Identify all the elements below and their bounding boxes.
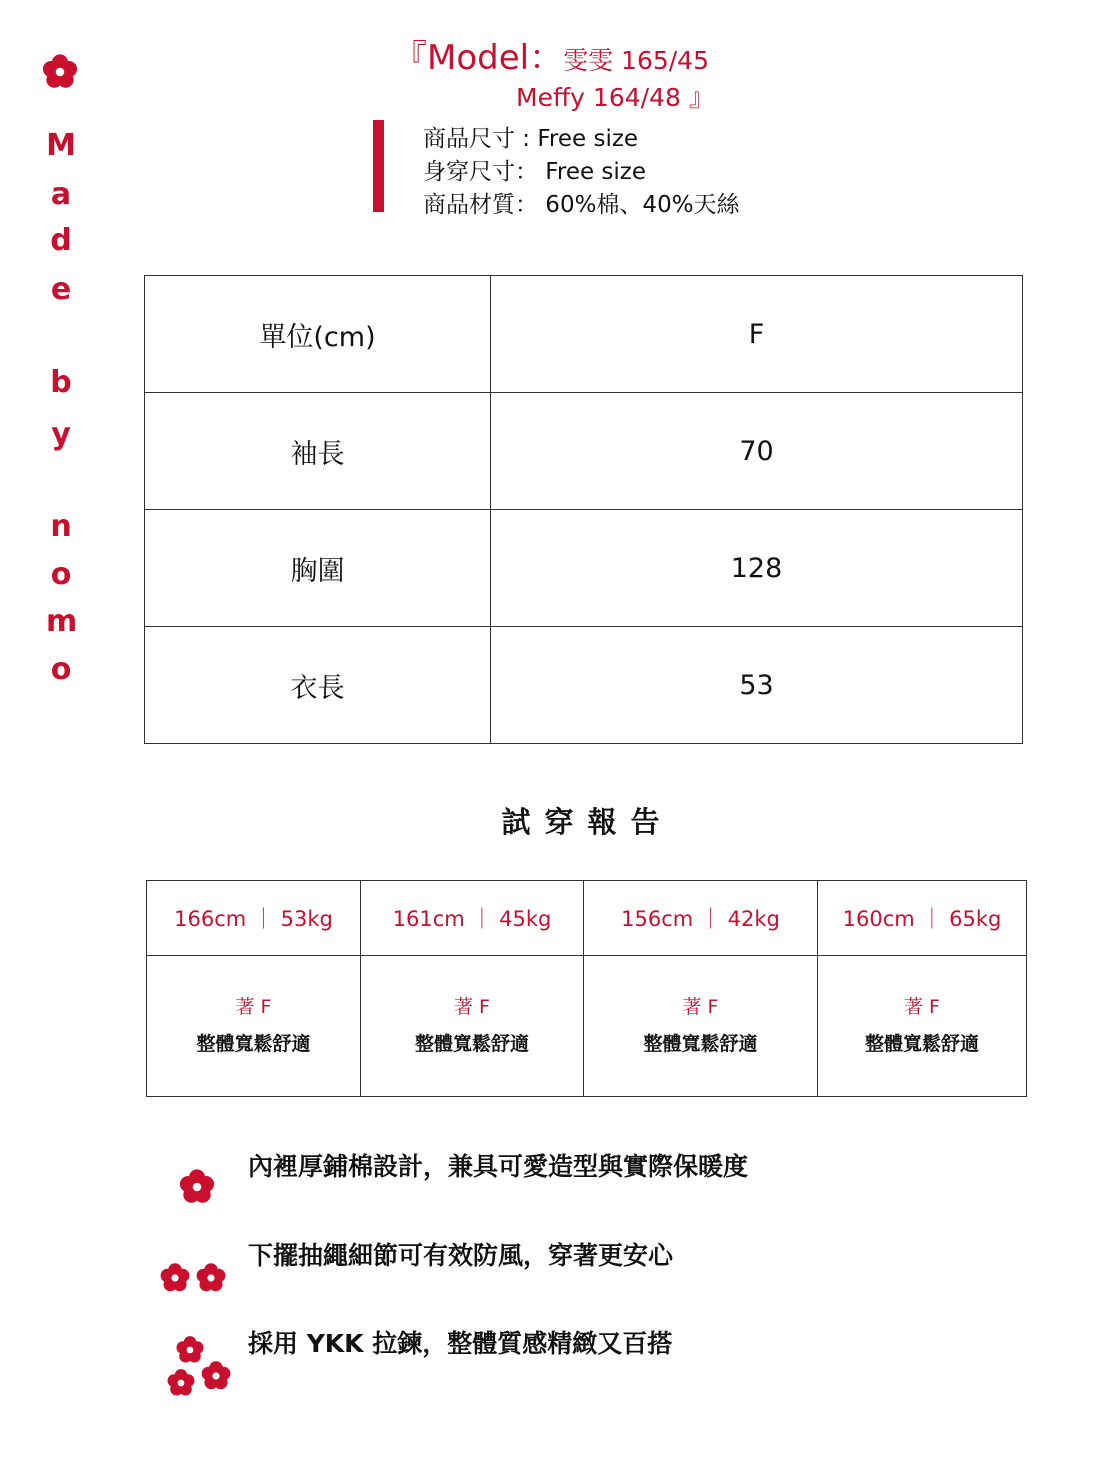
side-letter: d (50, 223, 72, 258)
side-letter: o (50, 557, 72, 592)
side-letter: y (51, 417, 71, 452)
side-letter: n (50, 509, 72, 544)
flower-icon (200, 1360, 232, 1392)
tester-result: 著 F 整體寬鬆舒適 (147, 956, 361, 1097)
spec-worn-size: 身穿尺寸： Free size (423, 159, 647, 185)
side-letter: b (50, 365, 72, 400)
table-row (147, 956, 1027, 1097)
feature-item: 採用 YKK 拉鍊，整體質感精緻又百搭 (248, 1329, 673, 1358)
table-row (145, 510, 1023, 627)
side-letter: m (46, 604, 78, 639)
table-row (145, 276, 1023, 393)
tester-measurements: 156cm ｜ 42kg (584, 881, 818, 956)
flower-icon (166, 1368, 196, 1398)
table-cell: 70 (491, 393, 1023, 510)
flower-icon (178, 1168, 216, 1206)
size-table (144, 275, 1023, 744)
spec-size: 商品尺寸 : Free size (423, 126, 639, 152)
spec-material: 商品材質： 60%棉、40%天絲 (423, 192, 740, 218)
flower-icon (41, 53, 79, 91)
table-cell: F (491, 276, 1023, 393)
table-row (147, 881, 1027, 956)
tester-measurements: 166cm ｜ 53kg (147, 881, 361, 956)
table-cell: 衣長 (145, 627, 491, 744)
table-cell: 53 (491, 627, 1023, 744)
model-line-2: Meffy 164/48 』 (516, 83, 714, 112)
table-cell: 袖長 (145, 393, 491, 510)
tester-measurements: 161cm ｜ 45kg (361, 881, 584, 956)
fit-report-title: 試穿報告 (501, 805, 674, 839)
tester-result: 著 F 整體寬鬆舒適 (584, 956, 818, 1097)
model-line-1: 『Model：雯雯 165/45 (393, 38, 709, 78)
feature-item: 下擺抽繩細節可有效防風，穿著更安心 (248, 1241, 674, 1270)
side-letter: a (50, 177, 72, 212)
table-cell: 單位(cm) (145, 276, 491, 393)
flower-icon (195, 1262, 227, 1294)
tester-result: 著 F 整體寬鬆舒適 (361, 956, 584, 1097)
tester-result: 著 F 整體寬鬆舒適 (818, 956, 1027, 1097)
side-letter: M (46, 128, 76, 163)
accent-bar (373, 120, 384, 212)
side-letter: e (50, 272, 72, 307)
tester-measurements: 160cm ｜ 65kg (818, 881, 1027, 956)
flower-icon (159, 1262, 191, 1294)
side-letter: o (50, 652, 72, 687)
table-cell: 128 (491, 510, 1023, 627)
table-row (145, 393, 1023, 510)
fit-report-table (146, 880, 1027, 1097)
table-cell: 胸圍 (145, 510, 491, 627)
table-row (145, 627, 1023, 744)
feature-item: 內裡厚鋪棉設計，兼具可愛造型與實際保暖度 (248, 1152, 749, 1181)
